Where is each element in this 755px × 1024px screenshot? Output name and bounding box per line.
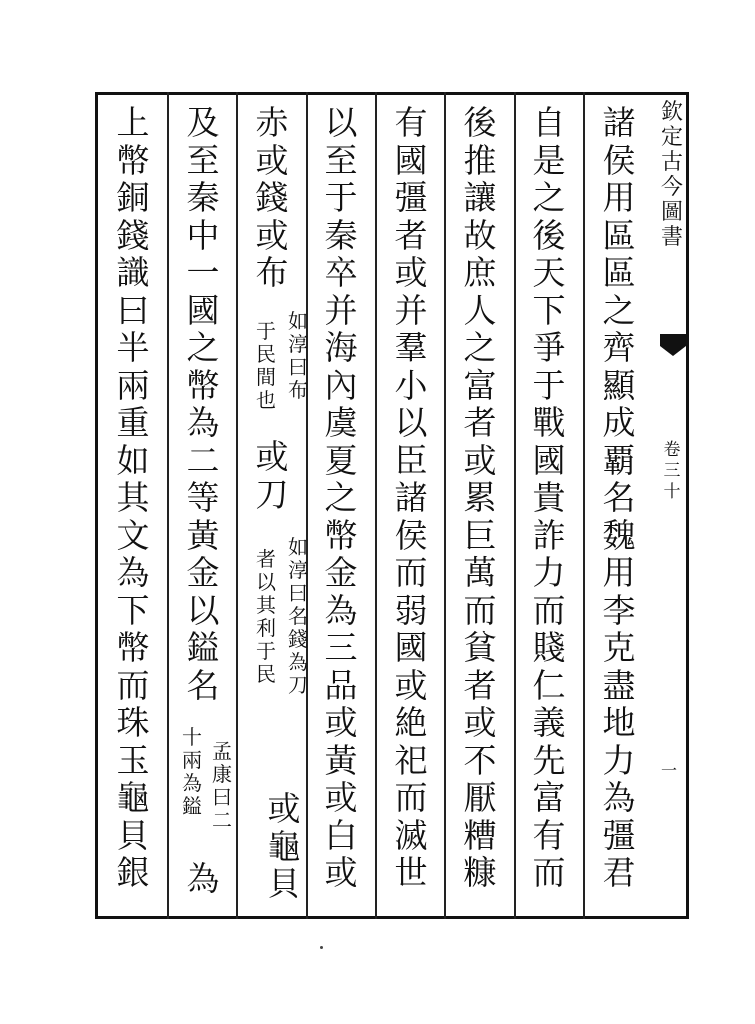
glyph: 重	[116, 403, 150, 442]
glyph: 或	[394, 665, 428, 705]
glyph: 李	[602, 590, 636, 630]
glyph: 曰	[212, 785, 232, 809]
glyph: 二	[212, 808, 232, 832]
glyph: 力	[532, 553, 566, 592]
glyph: 讓	[463, 178, 497, 217]
glyph: 彊	[602, 815, 636, 855]
glyph: 或	[324, 703, 358, 742]
glyph: 淳	[288, 558, 308, 582]
glyph: 鎰	[186, 628, 220, 667]
glyph: 之	[186, 328, 220, 367]
text-column-5	[319, 104, 363, 914]
glyph: 曰	[288, 581, 308, 605]
glyph: 而	[532, 590, 566, 630]
text-column-7b	[181, 860, 225, 900]
glyph: 幣	[186, 365, 220, 405]
glyph: 卷	[663, 440, 681, 460]
glyph: 玉	[116, 740, 150, 780]
annotation-n3-right	[210, 740, 234, 832]
glyph: 古	[660, 150, 683, 175]
glyph: 力	[602, 740, 636, 780]
glyph: 仁	[532, 665, 566, 705]
annotation-n3-left	[180, 726, 204, 818]
glyph: 或	[255, 437, 289, 476]
margin-book-title	[658, 100, 686, 250]
glyph: 庶	[463, 253, 497, 292]
glyph: 秦	[186, 178, 220, 217]
glyph: 民	[256, 342, 276, 366]
glyph: 為	[288, 650, 308, 674]
glyph: 康	[212, 762, 232, 786]
glyph: 者	[394, 215, 428, 255]
glyph: 而	[394, 778, 428, 817]
glyph: 自	[532, 103, 566, 142]
glyph: 十	[182, 725, 202, 749]
glyph: 覇	[602, 440, 636, 480]
glyph: 以	[256, 570, 276, 594]
glyph: 或	[255, 140, 289, 180]
fish-tail-mark-icon	[658, 332, 688, 362]
glyph: 下	[116, 590, 150, 630]
glyph: 夏	[324, 440, 358, 480]
glyph: 為	[186, 859, 220, 898]
column-rule	[167, 92, 169, 919]
glyph: 如	[288, 309, 308, 333]
glyph: 卒	[324, 253, 358, 292]
glyph: 之	[532, 178, 566, 217]
column-rule	[236, 92, 238, 919]
glyph: 幣	[116, 628, 150, 667]
glyph: 絶	[394, 703, 428, 742]
column-rule	[375, 92, 377, 919]
column-rule	[514, 92, 516, 919]
glyph: 于	[256, 319, 276, 343]
glyph: 而	[532, 853, 566, 892]
glyph: 錢	[288, 627, 308, 651]
glyph: 滅	[394, 815, 428, 855]
glyph: 而	[116, 665, 150, 705]
glyph: 于	[256, 639, 276, 663]
glyph: 文	[116, 515, 150, 555]
glyph: 或	[463, 440, 497, 480]
annotation-n1-left	[254, 320, 278, 412]
glyph: 半	[116, 328, 150, 367]
glyph: 侯	[394, 515, 428, 555]
glyph: 及	[186, 103, 220, 142]
glyph: 中	[186, 215, 220, 255]
glyph: 之	[324, 478, 358, 517]
text-column-6b	[250, 438, 294, 518]
glyph: 用	[602, 178, 636, 217]
glyph: 爭	[532, 328, 566, 367]
glyph: 銅	[116, 178, 150, 217]
text-column-1	[597, 104, 641, 914]
glyph: 成	[602, 403, 636, 442]
glyph: 侯	[602, 140, 636, 180]
text-column-3	[458, 104, 502, 914]
column-rule	[583, 92, 585, 919]
glyph: 幣	[324, 515, 358, 555]
glyph: 人	[463, 290, 497, 330]
glyph: 于	[324, 178, 358, 217]
glyph: 詐	[532, 515, 566, 555]
glyph: 者	[463, 403, 497, 442]
text-column-7a	[181, 104, 225, 744]
glyph: 盡	[602, 665, 636, 705]
glyph: 錢	[255, 178, 289, 217]
glyph: 布	[255, 253, 289, 292]
glyph: 金	[324, 553, 358, 592]
glyph: 也	[256, 388, 276, 412]
glyph: 如	[288, 535, 308, 559]
glyph: 臣	[394, 440, 428, 480]
glyph: 小	[394, 365, 428, 405]
glyph: 三	[663, 461, 681, 481]
glyph: 名	[602, 478, 636, 517]
glyph: 為	[116, 553, 150, 592]
glyph: 海	[324, 328, 358, 367]
glyph: 鎰	[182, 794, 202, 818]
glyph: 上	[116, 103, 150, 142]
glyph: 其	[256, 593, 276, 617]
glyph: 兩	[116, 365, 150, 405]
ink-speck	[320, 946, 323, 949]
glyph: 諸	[602, 103, 636, 142]
glyph: 一	[186, 253, 220, 292]
glyph: 并	[394, 290, 428, 330]
glyph: 糠	[463, 853, 497, 892]
text-column-8	[111, 104, 155, 914]
glyph: 三	[324, 628, 358, 667]
glyph: 刀	[255, 474, 289, 514]
glyph: 羣	[394, 328, 428, 367]
glyph: 國	[394, 628, 428, 667]
glyph: 天	[532, 253, 566, 292]
annotation-n2-right	[286, 536, 310, 697]
glyph: 布	[288, 378, 308, 402]
glyph: 國	[394, 140, 428, 180]
glyph: 珠	[116, 703, 150, 742]
glyph: 而	[394, 553, 428, 592]
glyph: 欽	[660, 100, 683, 125]
glyph: 二	[186, 440, 220, 480]
glyph: 以	[394, 403, 428, 442]
glyph: 名	[186, 665, 220, 705]
glyph: 者	[256, 547, 276, 571]
glyph: 以	[324, 103, 358, 142]
glyph: 用	[602, 553, 636, 592]
glyph: 并	[324, 290, 358, 330]
glyph: 克	[602, 628, 636, 667]
glyph: 富	[532, 778, 566, 817]
glyph: 錢	[116, 215, 150, 255]
glyph: 黃	[324, 740, 358, 780]
glyph: 推	[463, 140, 497, 180]
glyph: 下	[532, 290, 566, 330]
glyph: 世	[394, 853, 428, 892]
glyph: 秦	[324, 215, 358, 255]
glyph: 為	[182, 771, 202, 795]
glyph: 不	[463, 740, 497, 780]
glyph: 至	[186, 140, 220, 180]
glyph: 為	[186, 403, 220, 442]
glyph: 賤	[532, 628, 566, 667]
glyph: 其	[116, 478, 150, 517]
glyph: 弱	[394, 590, 428, 630]
glyph: 富	[463, 365, 497, 405]
annotation-n2-left	[254, 548, 278, 686]
column-rule	[444, 92, 446, 919]
glyph: 至	[324, 140, 358, 180]
glyph: 後	[463, 103, 497, 142]
glyph: 品	[324, 665, 358, 705]
glyph: 國	[532, 440, 566, 480]
glyph: 龜	[267, 826, 301, 866]
glyph: 為	[324, 590, 358, 630]
glyph: 內	[324, 365, 358, 405]
glyph: 兩	[182, 748, 202, 772]
glyph: 淳	[288, 332, 308, 356]
glyph: 曰	[116, 290, 150, 330]
glyph: 虞	[324, 403, 358, 442]
glyph: 書	[660, 225, 683, 250]
glyph: 齊	[602, 328, 636, 367]
glyph: 有	[394, 103, 428, 142]
glyph: 或	[267, 789, 301, 828]
glyph: 或	[324, 853, 358, 892]
glyph: 義	[532, 703, 566, 742]
glyph: 曰	[288, 355, 308, 379]
glyph: 者	[463, 665, 497, 705]
margin-page-mark: 一	[660, 761, 677, 780]
glyph: 今	[660, 175, 683, 200]
glyph: 國	[186, 290, 220, 330]
text-column-2	[527, 104, 571, 914]
glyph: 戰	[532, 403, 566, 442]
glyph: 區	[602, 215, 636, 255]
glyph: 萬	[463, 553, 497, 592]
annotation-n1-right	[286, 310, 310, 402]
glyph: 十	[663, 482, 681, 502]
glyph: 或	[463, 703, 497, 742]
text-column-6c	[262, 790, 306, 910]
glyph: 間	[256, 365, 276, 389]
glyph: 民	[256, 662, 276, 686]
glyph: 地	[602, 703, 636, 742]
glyph: 貝	[116, 815, 150, 855]
glyph: 魏	[602, 515, 636, 555]
glyph: 白	[324, 815, 358, 855]
glyph: 或	[324, 778, 358, 817]
glyph: 金	[186, 553, 220, 592]
glyph: 諸	[394, 478, 428, 517]
glyph: 龜	[116, 778, 150, 817]
glyph: 是	[532, 140, 566, 180]
glyph: 祀	[394, 740, 428, 780]
text-column-6a	[250, 104, 294, 334]
glyph: 于	[532, 365, 566, 405]
glyph: 區	[602, 253, 636, 292]
glyph: 如	[116, 440, 150, 480]
glyph: 貧	[463, 628, 497, 667]
glyph: 先	[532, 740, 566, 780]
glyph: 定	[660, 125, 683, 150]
glyph: 以	[186, 590, 220, 630]
glyph: 等	[186, 478, 220, 517]
column-rule	[306, 92, 308, 919]
glyph: 刀	[288, 673, 308, 697]
glyph: 貴	[532, 478, 566, 517]
glyph: 彊	[394, 178, 428, 217]
glyph: 厭	[463, 778, 497, 817]
glyph: 故	[463, 215, 497, 255]
glyph: 圖	[660, 200, 683, 225]
glyph: 孟	[212, 739, 232, 763]
glyph: 巨	[463, 515, 497, 555]
margin-juan-number	[660, 440, 684, 503]
glyph: 為	[602, 778, 636, 817]
glyph: 而	[463, 590, 497, 630]
glyph: 名	[288, 604, 308, 628]
glyph: 後	[532, 215, 566, 255]
glyph: 黃	[186, 515, 220, 555]
glyph: 糟	[463, 815, 497, 855]
glyph: 顯	[602, 365, 636, 405]
glyph: 貝	[267, 864, 301, 903]
glyph: 赤	[255, 103, 289, 142]
glyph: 幣	[116, 140, 150, 180]
glyph: 或	[394, 253, 428, 292]
text-column-4	[389, 104, 433, 914]
glyph: 有	[532, 815, 566, 855]
glyph: 君	[602, 853, 636, 892]
glyph: 識	[116, 253, 150, 292]
glyph: 或	[255, 215, 289, 255]
glyph: 利	[256, 616, 276, 640]
glyph: 銀	[116, 853, 150, 892]
glyph: 之	[602, 290, 636, 330]
glyph: 之	[463, 328, 497, 367]
glyph: 累	[463, 478, 497, 517]
